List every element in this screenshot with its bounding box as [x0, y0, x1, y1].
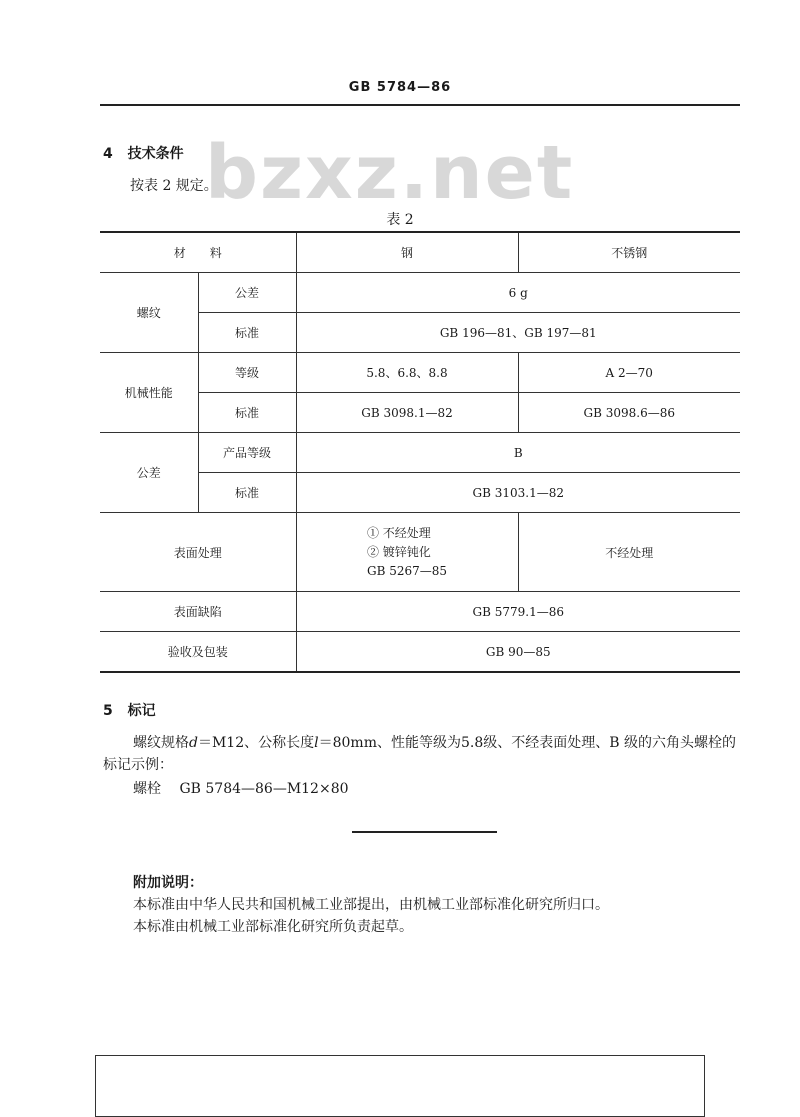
standard-number-header: GB 5784—86 [348, 80, 452, 95]
tolerance-label: 公差 [100, 433, 198, 513]
marking-example [133, 778, 349, 798]
section-4-number: 4 [103, 146, 113, 162]
thread-standard-label: 标准 [198, 313, 296, 353]
surface-treatment-stainless: 不经处理 [518, 513, 740, 592]
notes-line-2: 本标准由机械工业部标准化研究所负责起草。 [133, 919, 413, 935]
section-5-text-a: 螺纹规格 [133, 735, 189, 751]
surface-defects-label: 表面缺陷 [100, 592, 296, 632]
marking-example-value: GB 5784—86—M12×80 [179, 781, 349, 797]
section-5-text-c: ＝80mm、性能等级为5.8级、不经表面处理、B 级的六角头螺栓的标记示例： [103, 735, 736, 773]
table-row [100, 353, 740, 393]
mechanical-standard-stainless: GB 3098.6—86 [518, 393, 740, 433]
section-5-heading [103, 700, 156, 720]
section-5-var-d: d [189, 735, 198, 751]
acceptance-label: 验收及包装 [100, 632, 296, 673]
section-5-text-b: ＝M12、公称长度 [197, 735, 315, 751]
table-row [100, 273, 740, 313]
thread-standard-value: GB 196—81、GB 197—81 [296, 313, 740, 353]
section-4-text: 按表 2 规定。 [130, 178, 218, 194]
table-row [100, 592, 740, 632]
surface-treatment-steel-line2: ② 镀锌钝化 [366, 544, 431, 559]
mechanical-standard-label: 标准 [198, 393, 296, 433]
mechanical-label: 机械性能 [100, 353, 198, 433]
end-rule [352, 831, 497, 833]
table-row [100, 433, 740, 473]
mechanical-standard-steel: GB 3098.1—82 [296, 393, 518, 433]
mechanical-grade-steel: 5.8、6.8、8.8 [296, 353, 518, 393]
surface-treatment-steel-line3: GB 5267—85 [366, 563, 448, 578]
header-material: 材 料 [100, 232, 296, 273]
surface-treatment-steel [296, 513, 518, 592]
notes-line-1: 本标准由中华人民共和国机械工业部提出，由机械工业部标准化研究所归口。 [133, 897, 609, 913]
section-5-var-l: l [314, 735, 319, 751]
section-4-title: 技术条件 [127, 146, 184, 162]
header-rule [100, 104, 740, 106]
watermark: bzxz.net [205, 130, 575, 216]
tolerance-grade-value: B [296, 433, 740, 473]
surface-defects-value: GB 5779.1—86 [296, 592, 740, 632]
tolerance-standard-value: GB 3103.1—82 [296, 473, 740, 513]
table-row [100, 513, 740, 592]
mechanical-grade-label: 等级 [198, 353, 296, 393]
header-stainless: 不锈钢 [518, 232, 740, 273]
header-steel: 钢 [296, 232, 518, 273]
table-caption: 表 2 [386, 212, 414, 228]
thread-tolerance-value: 6 g [296, 273, 740, 313]
section-5-paragraph [103, 732, 743, 776]
surface-treatment-steel-line1: ① 不经处理 [366, 525, 431, 540]
table-row [100, 632, 740, 673]
spec-table [100, 231, 740, 673]
footer-frame [95, 1055, 705, 1117]
tolerance-grade-label: 产品等级 [198, 433, 296, 473]
section-4-heading [103, 143, 184, 163]
thread-tolerance-label: 公差 [198, 273, 296, 313]
tolerance-standard-label: 标准 [198, 473, 296, 513]
mechanical-grade-stainless: A 2—70 [518, 353, 740, 393]
thread-label: 螺纹 [100, 273, 198, 353]
marking-example-label: 螺栓 [133, 781, 161, 797]
section-5-title: 标记 [127, 703, 156, 719]
surface-treatment-label: 表面处理 [100, 513, 296, 592]
notes-title: 附加说明： [133, 875, 203, 891]
acceptance-value: GB 90—85 [296, 632, 740, 673]
section-5-number: 5 [103, 703, 113, 719]
table-row [100, 232, 740, 273]
